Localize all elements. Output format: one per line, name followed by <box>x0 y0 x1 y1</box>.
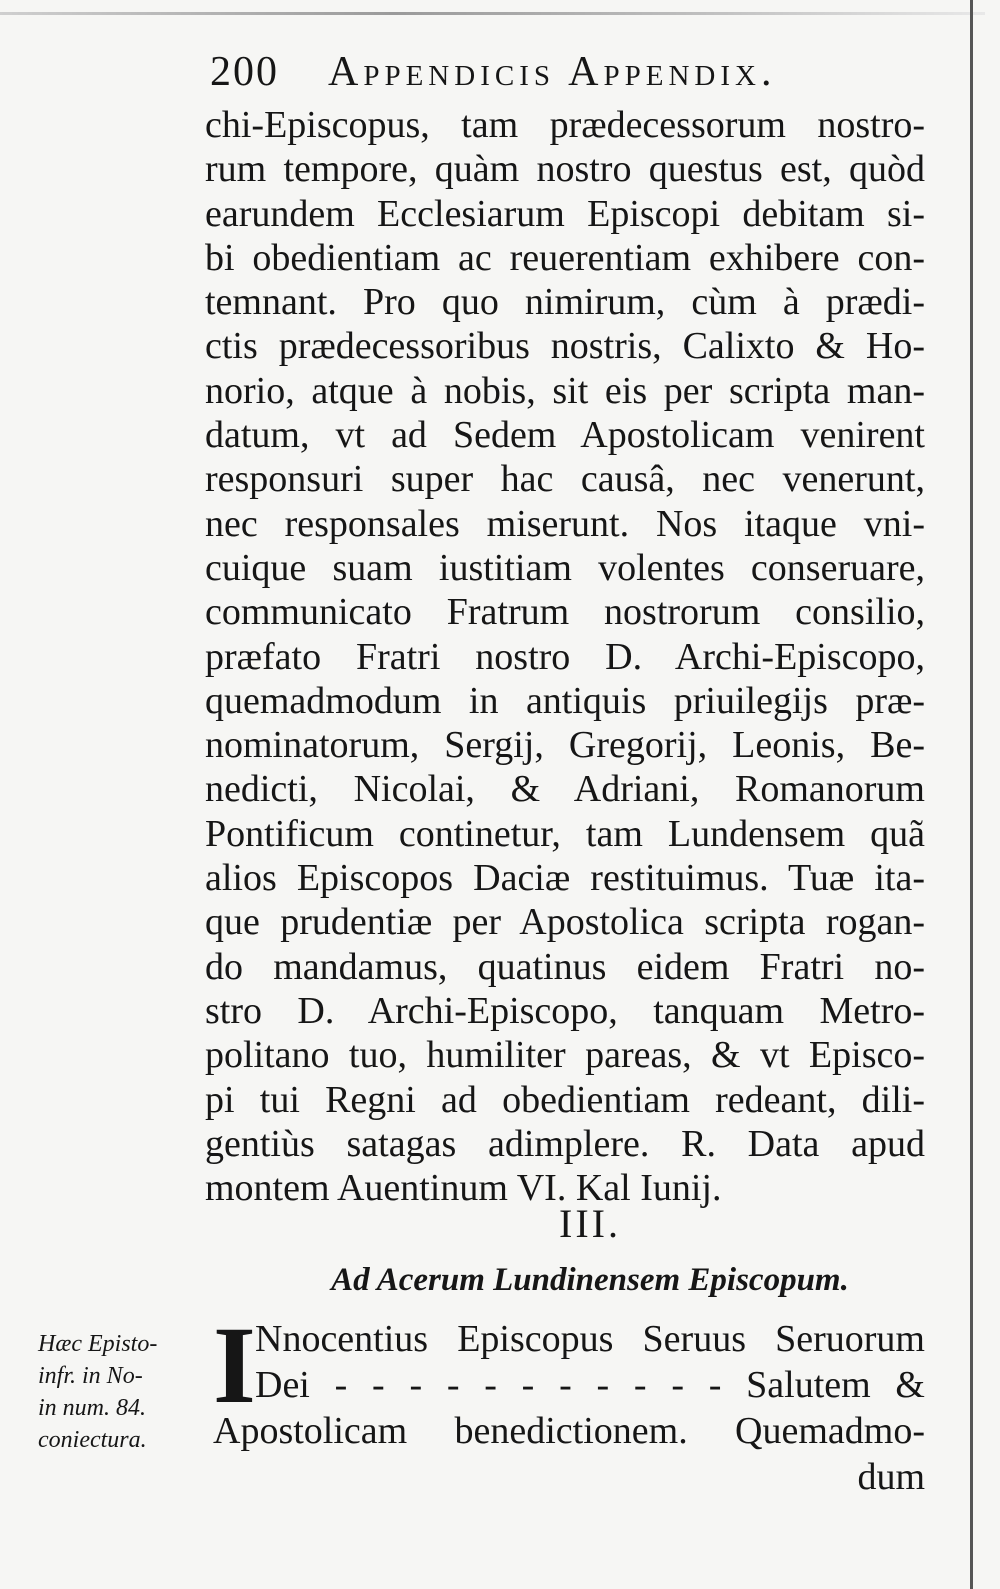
opening-line: Nnocentius Episcopus Seruus Seruorum <box>255 1318 925 1360</box>
opening-paragraph <box>213 1316 925 1500</box>
body-line: bi obedientiam ac reuerentiam exhibere con- <box>205 236 925 279</box>
body-line: pi tui Regni ad obedientiam redeant, dili- <box>205 1078 925 1121</box>
section-number: III. <box>559 1201 621 1246</box>
margin-note-line: infr. in No- <box>38 1363 143 1389</box>
body-line: que prudentiæ per Apostolica scripta rogan- <box>205 901 925 944</box>
opening-line: Apostolicam benedictionem. Quemadmo- <box>213 1410 925 1452</box>
body-line: responsuri super hac causâ, nec venerunt, <box>205 458 925 501</box>
body-line: stro D. Archi-Episcopo, tanquam Metro- <box>205 989 925 1032</box>
body-line: chi-Episcopus, tam prædecessorum nostro- <box>205 104 925 146</box>
body-line: præfato Fratri nostro D. Archi-Episcopo, <box>205 635 925 678</box>
body-text <box>205 103 925 1210</box>
body-line: earundem Ecclesiarum Episcopi debitam si- <box>205 192 925 235</box>
body-line: nec responsales miserunt. Nos itaque vni- <box>205 502 925 545</box>
body-line: alios Episcopos Daciæ restituimus. Tuæ ita- <box>205 857 925 900</box>
body-line: politano tuo, humiliter pareas, & vt Episco- <box>205 1034 925 1077</box>
body-line: montem Auentinum VI. Kal Iunij. <box>205 1167 722 1210</box>
body-line: ctis prædecessoribus nostris, Calixto & Ho- <box>205 325 925 368</box>
section-title: Ad Acerum Lundinensem Episcopum. <box>331 1262 849 1298</box>
body-line: temnant. Pro quo nimirum, cùm à prædi- <box>205 281 925 324</box>
opening-line: dum <box>857 1456 925 1498</box>
body-line: nominatorum, Sergij, Gregorij, Leonis, Be- <box>205 724 925 767</box>
running-title: Appendicis Appendix. <box>328 49 777 95</box>
body-line: gentiùs satagas adimplere. R. Data apud <box>205 1122 925 1165</box>
margin-note-line: coniectura. <box>38 1427 147 1453</box>
drop-cap: I <box>213 1304 256 1426</box>
margin-note-line: Hæc Episto- <box>38 1331 158 1357</box>
body-line: nedicti, Nicolai, & Adriani, Romanorum <box>205 768 925 811</box>
body-line: Pontificum continetur, tam Lundensem quã <box>205 812 925 855</box>
page-header <box>210 44 870 100</box>
top-edge-rule <box>0 12 985 15</box>
body-line: quemadmodum in antiquis priuilegijs præ- <box>205 679 925 722</box>
body-line: norio, atque à nobis, sit eis per scripta man- <box>205 369 925 412</box>
body-line: datum, vt ad Sedem Apostolicam venirent <box>205 414 925 457</box>
body-line: do mandamus, quatinus eidem Fratri no- <box>205 945 925 988</box>
body-line: communicato Fratrum nostrorum consilio, <box>205 591 925 634</box>
page-number: 200 <box>210 49 279 95</box>
body-line: rum tempore, quàm nostro questus est, quòd <box>205 148 925 191</box>
opening-line: Dei - - - - - - - - - - - Salutem & <box>255 1364 925 1406</box>
right-edge-rule <box>970 0 973 1589</box>
margin-note-line: in num. 84. <box>38 1395 146 1421</box>
margin-note <box>38 1328 198 1456</box>
body-line: cuique suam iustitiam volentes conseruare, <box>205 546 925 589</box>
